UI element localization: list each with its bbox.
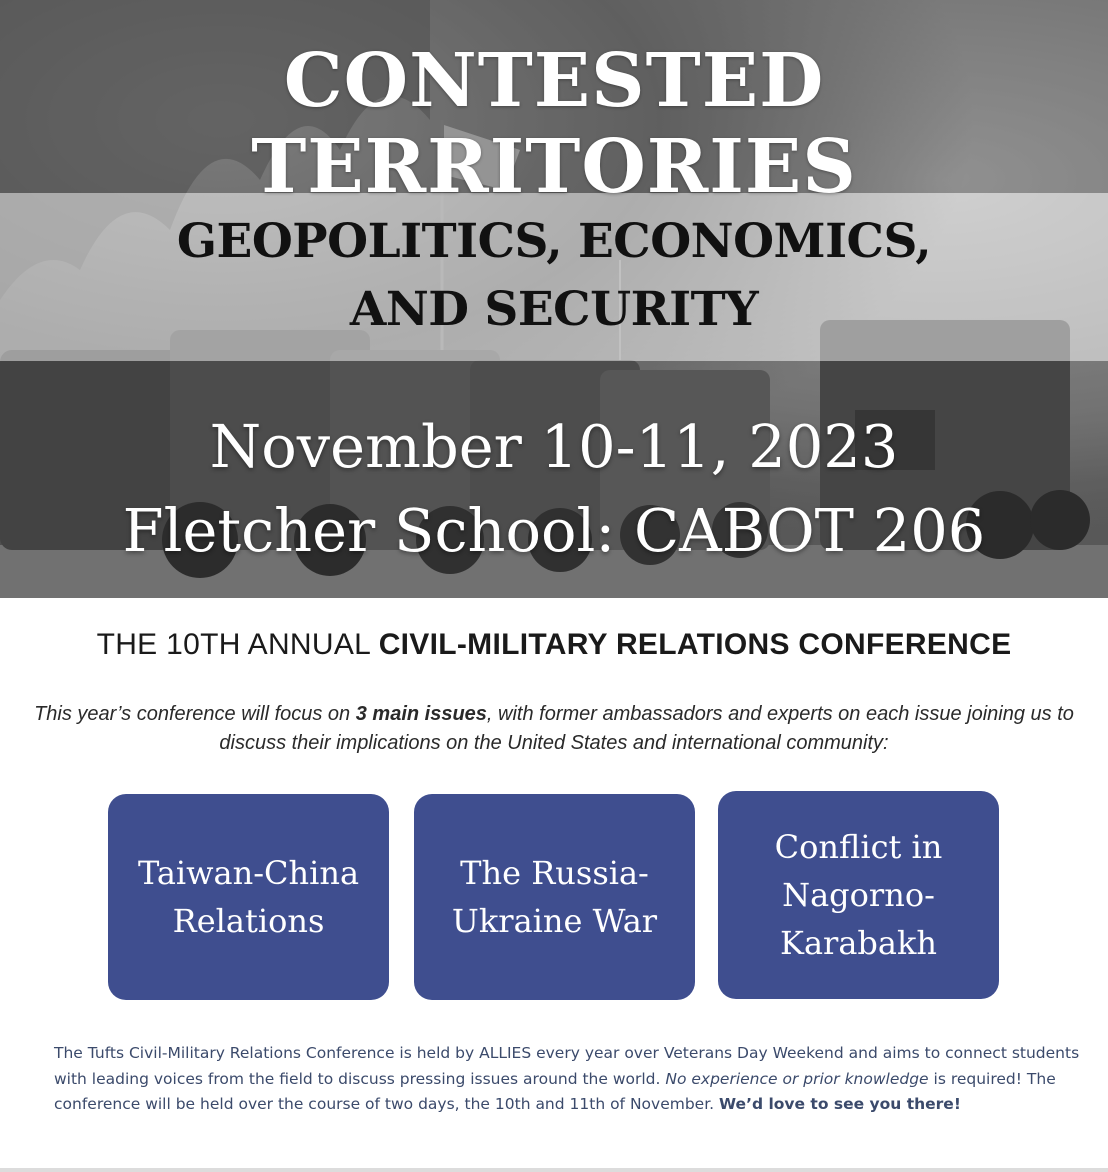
bottom-divider	[0, 1168, 1108, 1172]
issue-card-line: The Russia-	[460, 854, 649, 892]
intro-text	[20, 700, 1088, 758]
intro-bold: 3 main issues	[355, 703, 487, 725]
issue-card-taiwan-china	[108, 794, 389, 1000]
issue-card-line: Karabakh	[780, 924, 937, 962]
intro-part-1: This year’s conference will focus on	[34, 703, 356, 725]
description-bold: We’d love to see you there!	[719, 1095, 961, 1113]
description-italic: No experience or prior knowledge	[665, 1069, 929, 1088]
issue-card-nagorno-karabakh	[718, 791, 999, 999]
issue-card-russia-ukraine	[414, 794, 695, 1000]
event-subtitle	[0, 208, 1108, 344]
issue-card-line: Taiwan-China	[137, 854, 360, 892]
event-title: CONTESTED TERRITORIES	[251, 38, 857, 210]
issue-card-line: Ukraine War	[451, 902, 658, 940]
event-date: November 10-11, 2023	[209, 412, 899, 481]
conference-heading-prefix: THE 10TH ANNUAL	[96, 628, 379, 661]
event-date-location	[0, 405, 1108, 573]
event-location: Fletcher School: CABOT 206	[122, 496, 986, 565]
description-part-2: is required! The conference will be held over the course of two days, the 10th and 11th of November.	[54, 1069, 1056, 1113]
subtitle-line-2: AND SECURITY	[349, 282, 759, 337]
subtitle-line-1: GEOPOLITICS, ECONOMICS,	[176, 214, 932, 269]
conference-description	[54, 1041, 1094, 1118]
intro-part-2: , with former ambassadors and experts on each issue joining us to discuss their implications on the United States and international community:	[219, 703, 1074, 754]
issue-card-line: Relations	[172, 902, 325, 940]
conference-heading-name: CIVIL-MILITARY RELATIONS CONFERENCE	[378, 628, 1012, 661]
description-part-1: The Tufts Civil-Military Relations Conference is held by ALLIES every year over Veterans Day Weekend and aims to connect students with leading voices from the field to discuss pressing issues around the world.	[54, 1044, 1080, 1088]
conference-heading	[0, 628, 1108, 662]
issue-card-line: Nagorno-	[782, 876, 935, 914]
issue-card-line: Conflict in	[774, 828, 943, 866]
